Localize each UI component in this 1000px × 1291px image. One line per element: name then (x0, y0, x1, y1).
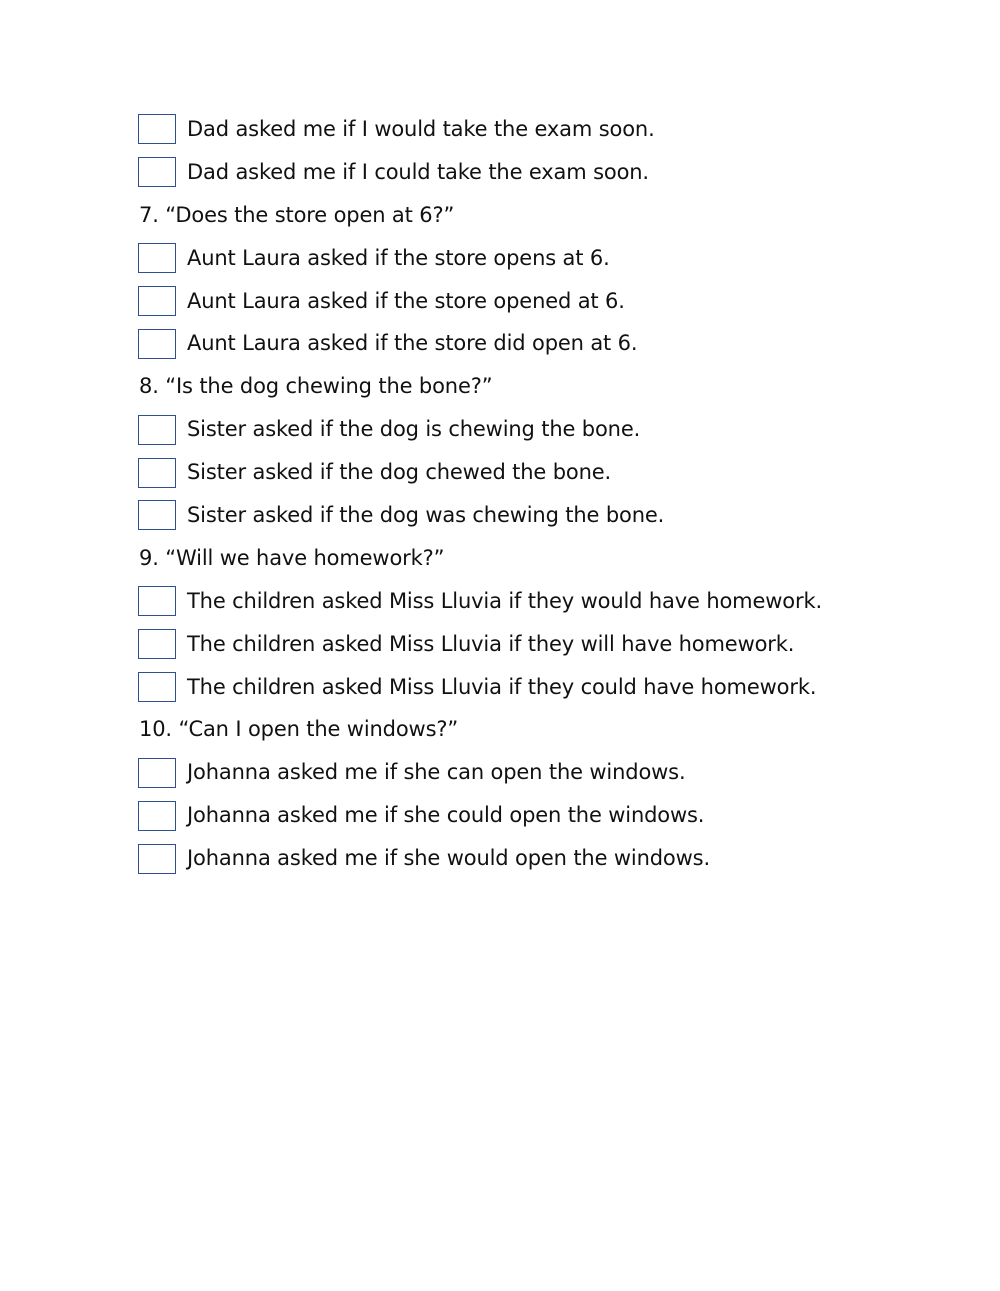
option-row (138, 451, 958, 494)
option-row (138, 751, 958, 794)
option-label: Aunt Laura asked if the store did open at 6. (187, 331, 638, 356)
option-row (138, 151, 958, 194)
question-text: 8. “Is the dog chewing the bone?” (139, 374, 493, 399)
option-row (138, 108, 958, 151)
answer-checkbox[interactable] (138, 758, 176, 788)
answer-checkbox[interactable] (138, 672, 176, 702)
option-label: Sister asked if the dog is chewing the bone. (187, 417, 641, 442)
answer-checkbox[interactable] (138, 586, 176, 616)
question-7 (138, 194, 958, 237)
option-label: The children asked Miss Lluvia if they could have homework. (187, 674, 817, 699)
option-label: The children asked Miss Lluvia if they will have homework. (187, 631, 795, 656)
question-text: 7. “Does the store open at 6?” (139, 202, 455, 227)
option-row (138, 280, 958, 323)
question-9 (138, 537, 958, 580)
option-label: Johanna asked me if she would open the windows. (187, 846, 710, 871)
answer-checkbox[interactable] (138, 500, 176, 530)
option-label: Dad asked me if I would take the exam soon. (187, 116, 655, 141)
option-row (138, 623, 958, 666)
option-row (138, 494, 958, 537)
question-10 (138, 708, 958, 751)
answer-checkbox[interactable] (138, 157, 176, 187)
answer-checkbox[interactable] (138, 629, 176, 659)
option-row (138, 666, 958, 709)
option-label: Johanna asked me if she can open the windows. (187, 760, 686, 785)
option-label: Johanna asked me if she could open the windows. (187, 803, 705, 828)
option-label: Aunt Laura asked if the store opened at 6. (187, 288, 625, 313)
option-row (138, 408, 958, 451)
answer-checkbox[interactable] (138, 329, 176, 359)
option-label: Sister asked if the dog chewed the bone. (187, 460, 612, 485)
option-row (138, 580, 958, 623)
question-8 (138, 365, 958, 408)
answer-checkbox[interactable] (138, 286, 176, 316)
option-row (138, 794, 958, 837)
option-row (138, 237, 958, 280)
answer-checkbox[interactable] (138, 801, 176, 831)
option-label: The children asked Miss Lluvia if they would have homework. (187, 588, 822, 613)
answer-checkbox[interactable] (138, 458, 176, 488)
answer-checkbox[interactable] (138, 415, 176, 445)
answer-checkbox[interactable] (138, 243, 176, 273)
option-label: Sister asked if the dog was chewing the bone. (187, 502, 665, 527)
answer-checkbox[interactable] (138, 844, 176, 874)
option-label: Aunt Laura asked if the store opens at 6. (187, 245, 610, 270)
option-row (138, 837, 958, 880)
option-row (138, 322, 958, 365)
answer-checkbox[interactable] (138, 114, 176, 144)
question-text: 9. “Will we have homework?” (139, 545, 445, 570)
option-label: Dad asked me if I could take the exam soon. (187, 159, 649, 184)
question-list (138, 108, 958, 880)
question-text: 10. “Can I open the windows?” (139, 717, 459, 742)
